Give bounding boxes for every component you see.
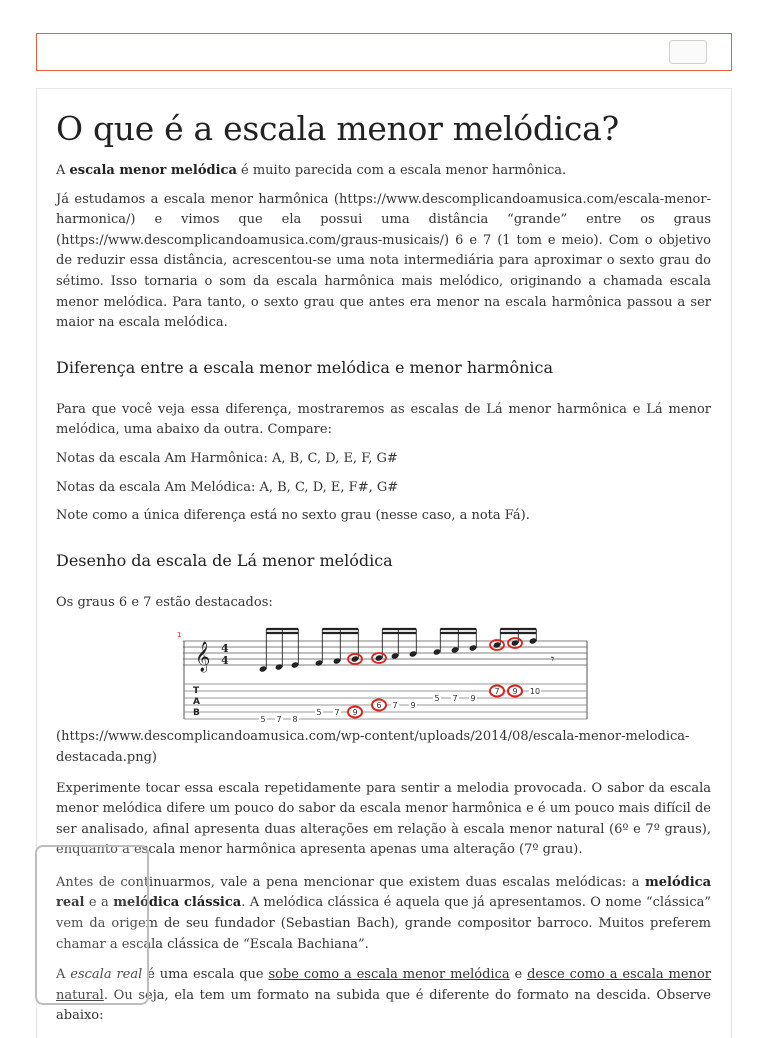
selection-overlay xyxy=(35,845,149,1005)
paragraph-experiment: Experimente tocar essa escala repetidamente para sentir a melodia provocada. O sabor da escala menor melódica difere um pouco do sabor da escala menor harmônica e é um pouco mais difícil de ser analisado, afinal apresenta duas alterações em relação à escala menor natural (6º e 7º graus), enquanto a escala menor harmônica apresenta apenas uma alteração (7º grau). xyxy=(56,780,711,858)
tab-number: 7 xyxy=(494,687,500,697)
link-ascend[interactable]: sobe como a escala menor melódica xyxy=(268,967,510,983)
tab-number: 9 xyxy=(410,701,416,711)
tab-number: 7 xyxy=(392,701,398,711)
intro-paragraph: A escala menor melódica é muito parecida com a escala menor harmônica. xyxy=(56,163,567,178)
paragraph-real-scale: A escala real é uma escala que sobe como a escala menor melódica e desce como a escala menor natural. Ou seja, ela tem um formato na subida que é diferente do formato na descida. Observe abaixo: xyxy=(56,967,711,1024)
section-heading-difference: Diferença entre a escala menor melódica e menor harmônica xyxy=(56,357,554,377)
tab-number: 8 xyxy=(292,715,298,725)
tab-number: 9 xyxy=(470,694,476,704)
tab-number: 7 xyxy=(452,694,458,704)
tab-number: 6 xyxy=(376,701,382,711)
tab-number: 7 xyxy=(276,715,282,725)
tab-label-b: B xyxy=(193,708,200,719)
rest-icon: 𝄾 xyxy=(551,652,555,667)
paragraph-two-melodic-scales: Antes de continuarmos, vale a pena mencionar que existem duas escalas melódicas: a melódica real e a melódica clássica. A melódica clássica é aquela que já apresentamos. O nome “clássica” vem da origem de seu fundador (Sebastian Bach), grande compositor barroco. Muitos preferem chamar a escala clássica de “Escala Bachiana”. xyxy=(56,874,711,952)
tab-number: 7 xyxy=(334,708,340,718)
page-title: O que é a escala menor melódica? xyxy=(56,109,619,148)
menu-button[interactable] xyxy=(669,40,707,64)
tab-number: 5 xyxy=(316,708,322,718)
tab-number: 9 xyxy=(352,708,358,718)
notes-melodic: Notas da escala Am Melódica: A, B, C, D, E, F#, G# xyxy=(56,479,399,495)
notes-harmonic: Notas da escala Am Harmônica: A, B, C, D, E, F, G# xyxy=(56,450,398,466)
tab-number: 5 xyxy=(434,694,440,704)
link-descend[interactable]: desce como a escala menor natural xyxy=(56,967,711,1003)
time-signature-bottom: 4 xyxy=(221,654,229,668)
time-signature-top: 4 xyxy=(221,642,229,656)
tab-number: 5 xyxy=(260,715,266,725)
image-link[interactable]: (https://www.descomplicandoamusica.com/wp-content/uploads/2014/08/escala-menor-melodica-destacada.png) xyxy=(56,729,690,765)
paragraph-compare: Para que você veja essa diferença, mostraremos as escalas de Lá menor harmônica e Lá menor melódica, uma abaixo da outra. Compare: xyxy=(56,401,711,438)
scale-notation-image xyxy=(177,625,595,725)
note-difference: Note como a única diferença está no sexto grau (nesse caso, a nota Fá). xyxy=(56,508,530,524)
tab-label-a: A xyxy=(193,697,200,708)
tab-number: 10 xyxy=(529,687,541,697)
section-heading-scale-drawing: Desenho da escala de Lá menor melódica xyxy=(56,550,393,570)
degrees-highlighted-text: Os graus 6 e 7 estão destacados: xyxy=(56,594,273,610)
treble-clef-icon: 𝄞 xyxy=(195,642,211,673)
tab-label-t: T xyxy=(193,686,200,697)
paragraph-harmonic-comparison: Já estudamos a escala menor harmônica (https://www.descomplicandoamusica.com/escala-menor-harmonica/) e vimos que ela possui uma distância “grande” entre os graus (https://www.descomplicandoamusica.com/graus-musicais/) 6 e 7 (1 tom e meio). Com o objetivo de reduzir essa distância, acrescentou-se uma nota intermediária para aproximar o sexto grau do sétimo. Isso tornaria o som da escala harmônica mais melódico, originando a chamada escala menor melódica. Para tanto, o sexto grau que antes era menor na escala harmônica passou a ser maior na escala melódica. xyxy=(56,191,711,331)
tab-number: 9 xyxy=(512,687,518,697)
measure-number: 1 xyxy=(177,631,182,640)
top-bar xyxy=(36,33,732,71)
